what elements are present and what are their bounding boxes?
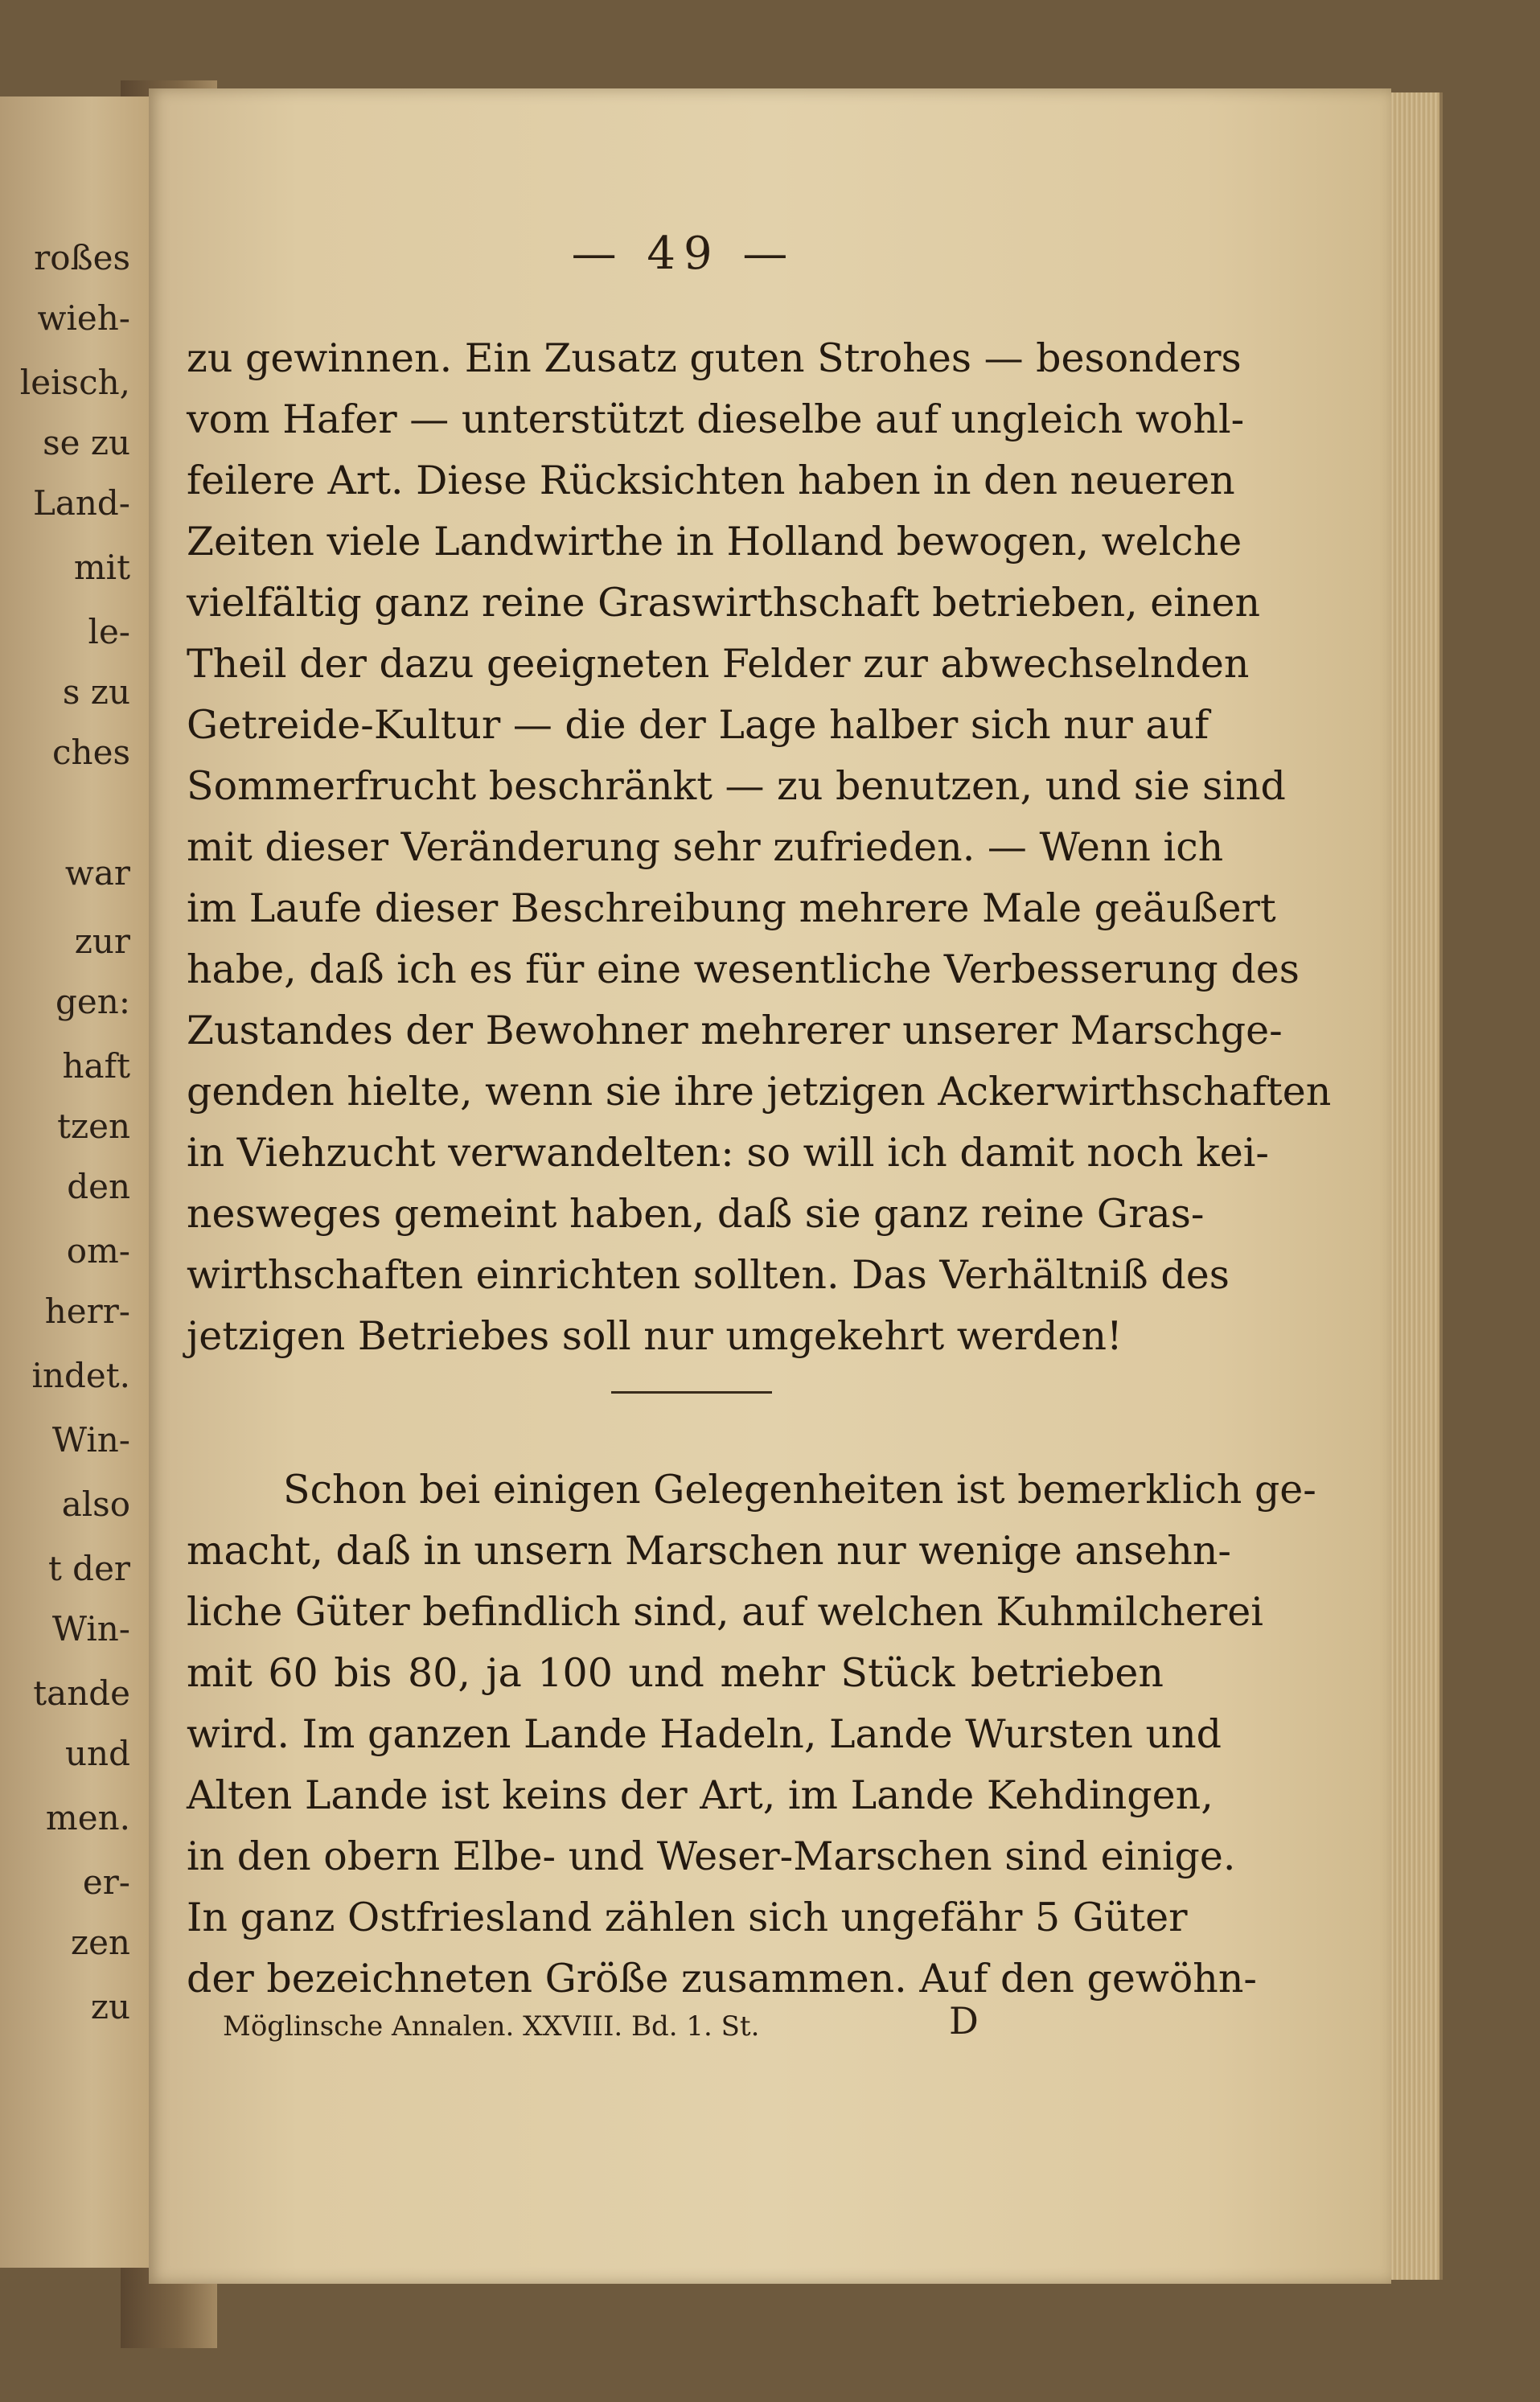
text-line: der bezeichneten Größe zusammen. Auf den gewöhn- xyxy=(187,1956,1257,2002)
text-line: Zeiten viele Landwirthe in Holland bewogen, welche xyxy=(187,519,1242,565)
footer-citation: Möglinsche Annalen. XXVIII. Bd. 1. St. xyxy=(223,2010,760,2043)
text-line: vom Hafer — unterstützt dieselbe auf ungleich wohl- xyxy=(187,396,1245,442)
text-line: Sommerfrucht beschränkt — zu benutzen, und sie sind xyxy=(187,763,1286,809)
left-page-line: ches xyxy=(52,733,130,772)
text-line: Zustandes der Bewohner mehrerer unserer Marschge- xyxy=(187,1008,1283,1053)
left-page-line: war xyxy=(64,853,130,893)
text-line: genden hielte, wenn sie ihre jetzigen Ackerwirthschaften xyxy=(187,1069,1332,1115)
left-page-line: mit xyxy=(73,548,130,587)
left-page-fragment xyxy=(0,96,153,2268)
text-line: wirthschaften einrichten sollten. Das Verhältniß des xyxy=(187,1252,1230,1298)
text-line: zu gewinnen. Ein Zusatz guten Strohes — besonders xyxy=(187,335,1242,381)
left-page-line: leisch, xyxy=(19,363,130,402)
left-page-line: den xyxy=(67,1167,130,1206)
text-line: liche Güter befindlich sind, auf welchen Kuhmilcherei xyxy=(187,1589,1263,1635)
text-line: in Viehzucht verwandelten: so will ich damit noch kei- xyxy=(187,1130,1269,1176)
text-line: nesweges gemeint haben, daß sie ganz reine Gras- xyxy=(187,1191,1205,1237)
left-page-line: indet. xyxy=(31,1356,130,1395)
text-line: vielfältig ganz reine Graswirthschaft betrieben, einen xyxy=(187,580,1261,626)
left-page-line: wieh- xyxy=(37,298,130,338)
left-page-line: haft xyxy=(62,1046,130,1086)
text-line: habe, daß ich es für eine wesentliche Verbesserung des xyxy=(187,946,1300,992)
left-page-line: roßes xyxy=(34,238,130,277)
text-line: im Laufe dieser Beschreibung mehrere Male geäußert xyxy=(187,885,1276,931)
paragraph-2 xyxy=(187,1460,1316,2010)
text-line: mit 60 bis 80, ja 100 und mehr Stück betrieben xyxy=(187,1650,1164,1696)
text-line: in den obern Elbe- und Weser-Marschen sind einige. xyxy=(187,1833,1236,1879)
text-line: Alten Lande ist keins der Art, im Lande Kehdingen, xyxy=(187,1772,1214,1818)
left-page-line: zu xyxy=(90,1987,130,2026)
left-page-line: Win- xyxy=(51,1420,130,1460)
text-line: Theil der dazu geeigneten Felder zur abwechselnden xyxy=(187,641,1250,687)
text-line: Getreide-Kultur — die der Lage halber sich nur auf xyxy=(187,702,1209,748)
section-divider xyxy=(611,1391,772,1394)
left-page-line: zen xyxy=(70,1923,130,1962)
left-page-line: Land- xyxy=(32,483,130,523)
left-page-line: also xyxy=(61,1484,130,1524)
left-page-line: er- xyxy=(82,1862,130,1902)
left-page-line: gen: xyxy=(55,982,130,1021)
left-page-line: tande xyxy=(33,1673,130,1713)
text-line: jetzigen Betriebes soll nur umgekehrt werden! xyxy=(187,1313,1123,1359)
text-line: In ganz Ostfriesland zählen sich ungefähr 5 Güter xyxy=(187,1895,1188,1940)
left-page-line: le- xyxy=(88,612,130,651)
left-page-line: Win- xyxy=(51,1609,130,1649)
left-page-line: tzen xyxy=(57,1107,130,1146)
paragraph-1 xyxy=(187,328,1332,1367)
text-line: mit dieser Veränderung sehr zufrieden. — Wenn ich xyxy=(187,824,1224,870)
left-page-line: se zu xyxy=(43,423,130,462)
text-line: macht, daß in unsern Marschen nur wenige ansehn- xyxy=(187,1528,1231,1574)
text-line: Schon bei einigen Gelegenheiten ist bemerklich ge- xyxy=(283,1467,1316,1513)
text-line: wird. Im ganzen Lande Hadeln, Lande Wursten und xyxy=(187,1711,1222,1757)
left-page-line: zur xyxy=(74,922,130,961)
left-page-line: t der xyxy=(47,1549,130,1588)
text-line: feilere Art. Diese Rücksichten haben in den neueren xyxy=(187,458,1235,503)
left-page-line: herr- xyxy=(44,1291,130,1331)
left-page-line: s zu xyxy=(62,672,130,712)
page-number: — 49 — xyxy=(571,228,796,280)
left-page-line: men. xyxy=(45,1798,130,1837)
signature-mark: D xyxy=(949,1999,979,2043)
left-page-line: und xyxy=(65,1734,130,1773)
left-page-line: om- xyxy=(66,1231,130,1271)
